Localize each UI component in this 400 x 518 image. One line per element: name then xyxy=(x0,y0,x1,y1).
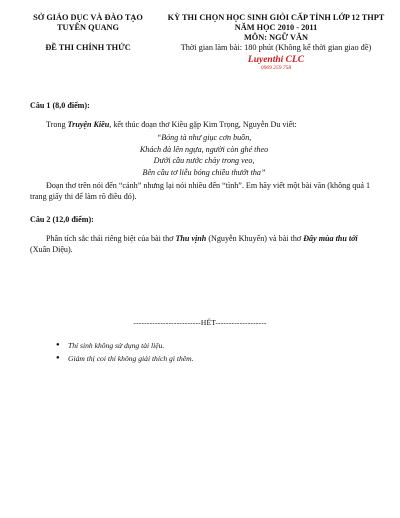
time-limit: Thời gian làm bài: 180 phút (Không kể thời gian giao đề) xyxy=(180,43,372,52)
poem-line: Bên cầu tơ liễu bóng chiều thướt tha” xyxy=(142,167,266,177)
question-1-intro xyxy=(30,119,378,130)
stamp-phone: 0969 259 758 xyxy=(260,65,292,71)
intro-text: Trong xyxy=(46,120,68,129)
work-title: Truyện Kiều xyxy=(67,120,110,129)
subject: MÔN: NGỮ VĂN xyxy=(243,33,309,42)
end-marker: -------------------------HẾT------------------- xyxy=(133,318,267,327)
watermark-stamp xyxy=(163,55,389,71)
poem-excerpt xyxy=(30,132,378,178)
notes-list xyxy=(56,339,194,365)
work-title: Thu vịnh xyxy=(175,234,207,243)
question-1-title: Câu 1 (8,0 điểm): xyxy=(30,101,90,110)
poem-line: Khách đà lên ngựa, người còn ghé theo xyxy=(139,144,269,154)
question-1-task: Đoạn thơ trên nói đến “cảnh” nhưng lại nói nhiều đến “tình”. Em hãy viết một bài văn (không quá 1 trang giấy thi để làm rõ điều đó). xyxy=(30,181,371,201)
poem-line: “Bóng tà như giục cơn buồn, xyxy=(156,133,252,142)
school-year: NĂM HỌC 2010 - 2011 xyxy=(234,23,318,32)
task-text: Phân tích sắc thái riêng biệt của bài thơ xyxy=(46,234,176,243)
question-2-title: Câu 2 (12,0 điểm): xyxy=(30,215,94,224)
exam-header xyxy=(163,13,389,71)
task-text: (Xuân Diệu). xyxy=(30,245,73,254)
note-item: ● Thí sinh không sử dụng tài liệu. xyxy=(56,339,194,352)
task-text: (Nguyễn Khuyến) và bài thơ xyxy=(206,234,304,243)
exam-title: KỲ THI CHỌN HỌC SINH GIỎI CẤP TỈNH LỚP 12 THPT xyxy=(167,13,385,22)
poem-line: Dưới cầu nước chảy trong veo, xyxy=(153,156,255,165)
note-item: ● Giám thị coi thi không giải thích gì thêm. xyxy=(56,352,194,365)
province-name: TUYÊN QUANG xyxy=(57,23,119,32)
official-exam-label: ĐỀ THI CHÍNH THỨC xyxy=(45,43,131,52)
intro-text: , kết thúc đoạn thơ Kiều gặp Kim Trọng, Nguyễn Du viết: xyxy=(109,120,297,129)
issuer-header xyxy=(18,13,158,53)
question-2-task xyxy=(30,233,378,255)
exam-body xyxy=(30,100,378,255)
stamp-brand: Luyenthi CLC xyxy=(247,55,305,65)
work-title: Đây mùa thu tới xyxy=(303,234,358,243)
department-name: SỞ GIÁO DỤC VÀ ĐÀO TẠO xyxy=(33,13,143,22)
